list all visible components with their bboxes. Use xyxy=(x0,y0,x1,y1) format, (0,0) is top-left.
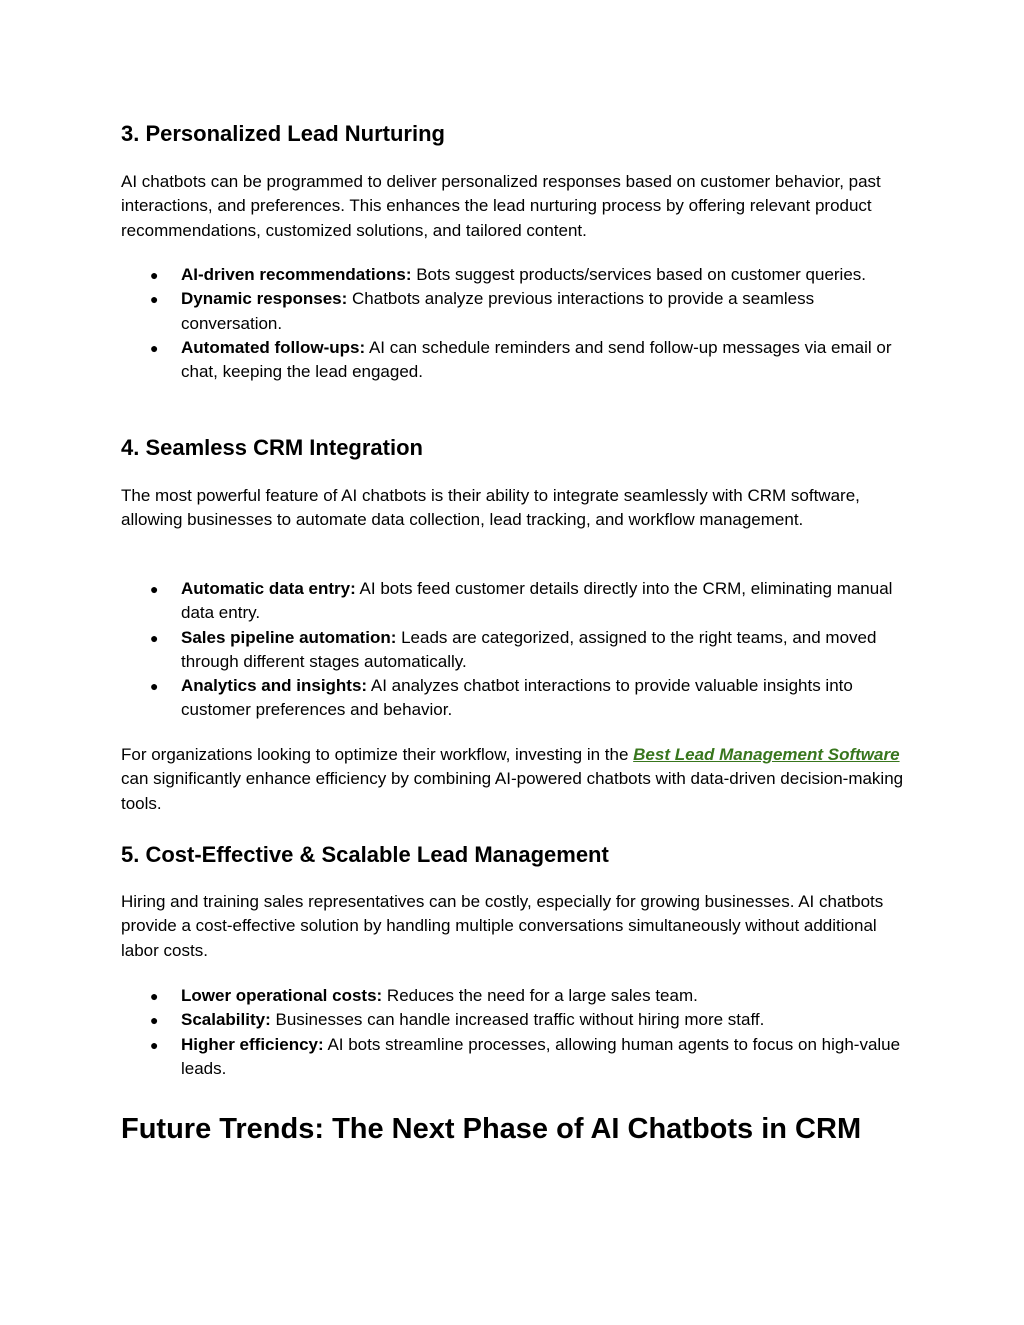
bullet-text: Bots suggest products/services based on customer queries. xyxy=(411,265,867,284)
bullet-icon: ● xyxy=(150,1036,159,1053)
bullet-text: AI analyzes chatbot interactions to provide valuable insights into customer preferences and behavior. xyxy=(181,676,853,720)
list-item xyxy=(121,336,901,385)
bullet-term: Lower operational costs: xyxy=(181,986,383,1005)
bullet-list xyxy=(121,984,901,1081)
bullet-text: Leads are categorized, assigned to the right teams, and moved through different stages automatically. xyxy=(181,627,877,671)
list-item xyxy=(121,287,901,336)
bullet-term: Scalability: xyxy=(181,1010,271,1030)
bullet-icon: ● xyxy=(150,581,159,597)
list-item xyxy=(121,577,901,626)
bullet-term: AI-driven recommendations: xyxy=(181,265,412,284)
link-paragraph-lead: For organizations looking to optimize their workflow, investing in the xyxy=(121,745,634,764)
bullet-list xyxy=(121,577,901,723)
bullet-icon: ● xyxy=(150,678,159,695)
bullet-text: AI bots streamline processes, allowing human agents to focus on high-value leads. xyxy=(181,1034,901,1078)
bullet-icon: ● xyxy=(150,988,159,1004)
section-heading-seamless-crm-integration: 4. Seamless CRM Integration xyxy=(121,435,423,460)
bullet-term: Sales pipeline automation: xyxy=(181,627,397,647)
bullet-text: Businesses can handle increased traffic without hiring more staff. xyxy=(270,1010,765,1030)
bullet-icon: ● xyxy=(150,629,159,646)
list-item xyxy=(121,674,901,723)
list-item xyxy=(121,1008,901,1032)
bullet-term: Analytics and insights: xyxy=(181,676,368,696)
bullet-icon: ● xyxy=(150,291,159,308)
bullet-term: Dynamic responses: xyxy=(181,289,348,309)
bullet-term: Automatic data entry: xyxy=(181,579,356,598)
section-heading-personalized-lead-nurturing: 3. Personalized Lead Nurturing xyxy=(121,121,445,146)
link-paragraph-tail: can significantly enhance efficiency by combining AI-powered chatbots with data-driven decision-making tools. xyxy=(121,769,904,813)
bullet-icon: ● xyxy=(150,1012,159,1029)
best-lead-management-software-link[interactable]: Best Lead Management Software xyxy=(633,745,900,764)
future-trends-heading: Future Trends: The Next Phase of AI Chatbots in CRM xyxy=(121,1113,862,1145)
bullet-text: Reduces the need for a large sales team. xyxy=(382,986,698,1005)
bullet-text: AI bots feed customer details directly into the CRM, eliminating manual data entry. xyxy=(181,579,893,623)
bullet-term: Automated follow-ups: xyxy=(181,337,366,357)
list-item xyxy=(121,984,901,1008)
bullet-text: Chatbots analyze previous interactions to provide a seamless conversation. xyxy=(181,289,815,333)
list-item xyxy=(121,1033,901,1082)
bullet-term: Higher efficiency: xyxy=(181,1034,324,1054)
section-paragraph: The most powerful feature of AI chatbots is their ability to integrate seamlessly with CRM software, allowing businesses to automate data collection, lead tracking, and workflow management. xyxy=(121,486,860,530)
link-paragraph xyxy=(121,743,911,816)
bullet-list xyxy=(121,263,901,384)
list-item xyxy=(121,626,901,675)
bullet-icon: ● xyxy=(150,267,159,283)
bullet-text: AI can schedule reminders and send follow-up messages via email or chat, keeping the lead engaged. xyxy=(181,337,892,382)
section-heading-cost-effective-scalable: 5. Cost-Effective & Scalable Lead Management xyxy=(121,842,609,867)
list-item xyxy=(121,263,901,287)
bullet-icon: ● xyxy=(150,339,159,356)
section-paragraph: Hiring and training sales representatives can be costly, especially for growing businesses. AI chatbots provide a cost-effective solution by handling multiple conversations simultaneously without additional labor costs. xyxy=(121,892,884,960)
section-paragraph: AI chatbots can be programmed to deliver personalized responses based on customer behavior, past interactions, and preferences. This enhances the lead nurturing process by offering relevant product recommendations, customized solutions, and tailored content. xyxy=(121,172,881,240)
